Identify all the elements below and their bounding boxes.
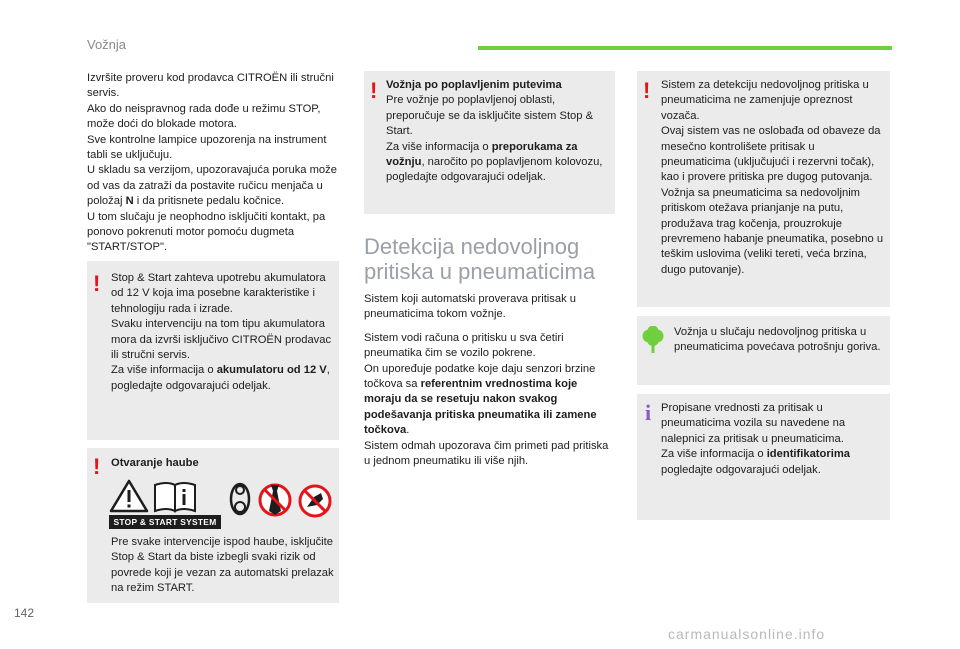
warning-triangle-icon	[111, 481, 147, 511]
intro-line: Izvršite proveru kod prodavca CITROËN ili stručni servis.	[87, 72, 334, 100]
battery-warning-box	[87, 261, 339, 440]
fan-belt-icon	[231, 484, 249, 514]
intro-text	[87, 71, 339, 256]
hood-title: Otvaranje haube	[111, 457, 199, 469]
stop-start-warning-pictogram	[109, 477, 335, 529]
info-line: Propisane vrednosti za pritisak u pneumaticima vozila su navedene na nalepnici za pritisak u pneumaticima.	[661, 402, 846, 445]
warning-icon: !	[93, 454, 101, 479]
no-tie-icon	[260, 485, 290, 515]
intro-line: Sve kontrolne lampice upozorenja na instrument tabli se uključuju.	[87, 133, 327, 162]
battery-line: Stop & Start zahteva upotrebu akumulatora od 12 V koja ima posebne karakteristike i tehnologiju rada i izrade.	[111, 272, 326, 315]
info-icon: i	[645, 400, 652, 425]
section-title: Vožnja	[87, 37, 127, 52]
flood-warning-box	[364, 71, 615, 214]
flood-line: Za više informacija o preporukama za vožnju, naročito po poplavljenom kolovozu, pogledajte odgovarajući odeljak.	[386, 140, 603, 184]
manual-book-icon	[155, 483, 195, 511]
intro-line: U tom slučaju je neophodno isključiti kontakt, pa ponovo pokrenuti motor pomoću dugmeta "START/STOP".	[87, 210, 326, 254]
stop-start-label: STOP & START SYSTEM	[109, 515, 221, 529]
tpms-paragraph: Sistem odmah upozorava čim primeti pad pritiska u jednom pneumatiku ili više njih.	[364, 439, 609, 468]
tpms-warning-line: Sistem za detekciju nedovoljnog pritiska u pneumaticima ne zamenjuje opreznost vozača.	[661, 79, 869, 122]
battery-line: Za više informacija o akumulatoru od 12 V, pogledajte odgovarajući odeljak.	[111, 364, 330, 392]
info-line: Za više informacija o identifikatorima pogledajte odgovarajući odeljak.	[661, 448, 851, 476]
info-box	[637, 394, 890, 520]
watermark: carmanualsonline.info	[668, 626, 826, 642]
flood-title: Vožnja po poplavljenim putevima	[386, 79, 562, 91]
page-number: 142	[14, 606, 35, 620]
intro-line: U skladu sa verzijom, upozoravajuća poruka može od vas da zatraži da postavite ručicu menjača u položaj N i da pritisnete pedalu kočnice.	[87, 164, 337, 208]
tpms-paragraph: Sistem koji automatski proverava pritisak u pneumaticima tokom vožnje.	[364, 293, 577, 321]
tpms-warning-box	[637, 71, 890, 307]
eco-tip-box	[637, 316, 890, 385]
warning-icon: !	[643, 78, 651, 103]
no-hand-fan-icon	[300, 486, 330, 516]
tpms-paragraph: Sistem vodi računa o pritisku u sva četiri pneumatika čim se vozilo pokrene.	[364, 331, 564, 360]
warning-icon: !	[370, 78, 378, 103]
eco-tree-icon	[641, 326, 665, 359]
eco-tip-text: Vožnja u slučaju nedovoljnog pritiska u pneumaticima povećava potrošnju goriva.	[674, 326, 881, 354]
section-heading: Detekcija nedovoljnog pritiska u pneumaticima	[364, 234, 596, 284]
flood-line: Pre vožnje po poplavljenoj oblasti, preporučuje se da isključite sistem Stop & Start.	[386, 94, 594, 138]
battery-line: Svaku intervenciju na tom tipu akumulatora mora da izvrši isključivo CITROËN prodavac ili stručni servis.	[111, 318, 332, 362]
tpms-warning-line: Ovaj sistem vas ne oslobađa od obaveze da mesečno kontrolišete pritisak u pneumaticima (uključujući i rezervni točak), kao i provere pritiska pre dugog putovanja.	[661, 125, 881, 184]
tpms-warning-line: Vožnja sa pneumaticima sa nedovoljnim pritiskom otežava prianjanje na putu, produžava trag kočenja, prouzrokuje prevremeno habanje pneumatika, posebno u teškim uslovima (veliki tereti, veća brzina, dugo putovanje).	[661, 186, 884, 276]
warning-icon: !	[93, 271, 101, 296]
hood-text: Pre svake intervencije ispod haube, isključite Stop & Start da biste izbegli svaki rizik od povrede koji je vezan za automatski prelazak na režim START.	[111, 536, 334, 595]
tpms-description	[364, 292, 614, 469]
tpms-paragraph: On upoređuje podatke koje daju senzori brzine točkova sa referentnim vrednostima koje moraju da se resetuju nakon svakog podešavanja pritiska pneumatika ili zamene točkova.	[364, 362, 597, 437]
section-accent-bar	[478, 46, 892, 50]
intro-line: Ako do neispravnog rada dođe u režimu STOP, može doći do blokade motora.	[87, 102, 321, 131]
